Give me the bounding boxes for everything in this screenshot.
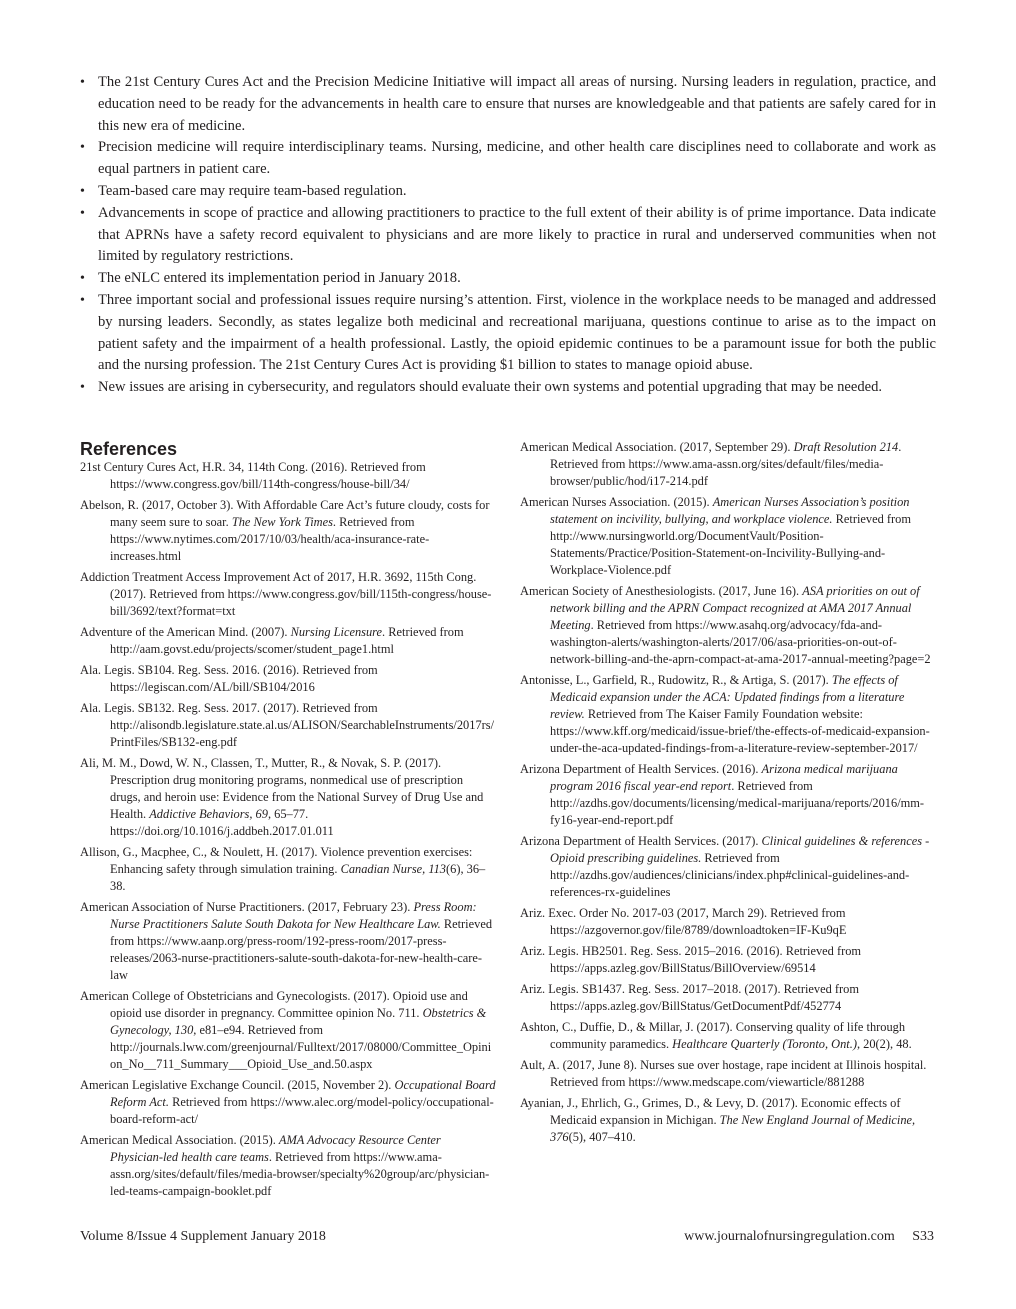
reference-entry: [520, 494, 936, 579]
reference-italic-title: Arizona medical marijuana program 2016 fiscal year-end report: [550, 762, 898, 793]
reference-entry: [520, 583, 936, 668]
reference-text: Retrieved from The Kaiser Family Foundation website: https://www.kff.org/medicaid/issue-brief/the-effects-of-medicaid-expansion-under-the-aca-updated-findings-from-a-literature-review-september-2017/: [550, 707, 930, 755]
reference-text: Ali, M. M., Dowd, W. N., Classen, T., Mutter, R., & Novak, S. P. (2017). Prescription drug monitoring programs, nonmedical use of prescription drugs, and heroin use: Evidence from the National Survey of Drug Use and Health.: [80, 756, 484, 821]
reference-italic-title: Obstetrics & Gynecology, 130: [110, 1006, 487, 1037]
summary-bullet: • Precision medicine will require interdisciplinary teams. Nursing, medicine, and other health care disciplines need to collaborate and work as equal partners in patient care.: [80, 137, 936, 181]
reference-italic-title: The effects of Medicaid expansion under the ACA: Updated findings from a literature review.: [550, 673, 905, 721]
reference-italic-title: Occupational Board Reform Act.: [110, 1078, 496, 1109]
reference-entry: [520, 761, 936, 829]
reference-text: (5), 407–410.: [568, 1130, 636, 1144]
reference-text: Ayanian, J., Ehrlich, G., Grimes, D., & Levy, D. (2017). Economic effects of Medicaid expansion in Michigan.: [520, 1096, 901, 1127]
reference-text: Arizona Department of Health Services. (2017).: [520, 834, 762, 848]
reference-text: Ala. Legis. SB132. Reg. Sess. 2017. (2017). Retrieved from http://alisondb.legislature.state.al.us/ALISON/SearchableInstruments/2017rs/PrintFiles/SB132-eng.pdf: [80, 701, 495, 749]
reference-italic-title: The New England Journal of Medicine, 376: [550, 1113, 916, 1144]
reference-text: American Legislative Exchange Council. (2015, November 2).: [80, 1078, 395, 1092]
summary-bullet: • Three important social and professional issues require nursing’s attention. First, violence in the workplace needs to be managed and addressed by nursing leaders. Secondly, as states legalize both medicinal and recreational marijuana, questions continue to arise as to the impact on patient safety and the impairment of a health professional. Lastly, the opioid epidemic continues to be a paramount issue for both the public and the nursing profession. The 21st Century Cures Act is providing $1 billion to states to manage opioid abuse.: [80, 290, 936, 377]
reference-entry: [80, 569, 496, 620]
reference-text: Ariz. Legis. SB1437. Reg. Sess. 2017–2018. (2017). Retrieved from https://apps.azleg.gov/BillStatus/GetDocumentPdf/452774: [520, 982, 859, 1013]
reference-text: , 65–77. https://doi.org/10.1016/j.addbeh.2017.01.011: [110, 807, 334, 838]
reference-text: American Association of Nurse Practitioners. (2017, February 23).: [80, 900, 414, 914]
reference-entry: [520, 439, 936, 490]
reference-entry: [520, 905, 936, 939]
reference-text: American College of Obstetricians and Gynecologists. (2017). Opioid use and opioid use disorder in pregnancy. Committee opinion No. 711.: [80, 989, 468, 1020]
summary-bullet: • New issues are arising in cybersecurity, and regulators should evaluate their own systems and potential upgrading that may be needed.: [80, 377, 936, 399]
reference-text: , 20(2), 48.: [856, 1037, 912, 1051]
reference-text: Ala. Legis. SB104. Reg. Sess. 2016. (2016). Retrieved from https://legiscan.com/AL/bill/SB104/2016: [80, 663, 378, 694]
reference-italic-title: Press Room: Nurse Practitioners Salute South Dakota for New Healthcare Law.: [110, 900, 477, 931]
references-right-column: [520, 439, 936, 1150]
reference-text: Retrieved from https://www.aanp.org/press-room/192-press-room/2017-press-releases/2063-nurse-practitioners-salute-south-dakota-for-new-health-care-law: [110, 917, 493, 982]
reference-entry: [80, 700, 496, 751]
reference-text: American Nurses Association. (2015).: [520, 495, 713, 509]
reference-entry: [80, 844, 496, 895]
reference-text: Antonisse, L., Garfield, R., Rudowitz, R., & Artiga, S. (2017).: [520, 673, 832, 687]
footer-issue-info: Volume 8/Issue 4 Supplement January 2018: [80, 1229, 326, 1244]
reference-italic-title: ASA priorities on out of network billing and the APRN Compact recognized at AMA 2017 Annual Meeting: [550, 584, 920, 632]
reference-text: 21st Century Cures Act, H.R. 34, 114th Cong. (2016). Retrieved from https://www.congress.gov/bill/114th-congress/house-bill/34/: [80, 460, 426, 491]
footer-url-page: www.journalofnursingregulation.com S33: [684, 1229, 934, 1244]
summary-bullet-list: [80, 72, 936, 399]
reference-entry: [520, 1019, 936, 1053]
reference-text: Retrieved from http://www.nursingworld.org/DocumentVault/Position-Statements/Practice/Position-Statement-on-Incivility-Bullying-and-Workplace-Violence.pdf: [550, 512, 911, 577]
reference-text: Ariz. Legis. HB2501. Reg. Sess. 2015–2016. (2016). Retrieved from https://apps.azleg.gov/BillStatus/BillOverview/69514: [520, 944, 862, 975]
reference-italic-title: American Nurses Association’s position statement on incivility, bullying, and workplace violence.: [550, 495, 910, 526]
reference-text: Arizona Department of Health Services. (2016).: [520, 762, 762, 776]
reference-text: . Retrieved from http://azdhs.gov/documents/licensing/medical-marijuana/reports/2016/mm-fy16-year-end-report.pdf: [550, 779, 925, 827]
reference-entry: [80, 755, 496, 840]
reference-text: Abelson, R. (2017, October 3). With Affordable Care Act’s future cloudy, costs for many seem sure to soar.: [80, 498, 490, 529]
reference-entry: [80, 899, 496, 984]
reference-entry: [80, 624, 496, 658]
references-heading: References: [80, 439, 178, 459]
reference-entry: [80, 988, 496, 1073]
reference-text: Addiction Treatment Access Improvement Act of 2017, H.R. 3692, 115th Cong. (2017). Retrieved from https://www.congress.gov/bill/115th-congress/house-bill/3692/text?format=txt: [80, 570, 492, 618]
reference-italic-title: The New York Times: [231, 515, 333, 529]
reference-italic-title: Healthcare Quarterly (Toronto, Ont.): [672, 1037, 857, 1051]
reference-text: Retrieved from http://azdhs.gov/audiences/clinicians/index.php#clinical-guidelines-and-references-rx-guidelines: [550, 851, 910, 899]
reference-entry: [80, 1077, 496, 1128]
reference-text: American Medical Association. (2017, September 29).: [520, 440, 794, 454]
reference-italic-title: Addictive Behaviors, 69: [149, 807, 268, 821]
summary-bullet: • Advancements in scope of practice and allowing practitioners to practice to the full extent of their ability is of prime importance. Data indicate that APRNs have a safety record equivalent to physicians and are more likely to practice in rural and underserved communities when not limited by regulatory restrictions.: [80, 203, 936, 268]
reference-text: Allison, G., Macphee, C., & Noulett, H. (2017). Violence prevention exercises: Enhancing safety through simulation training.: [80, 845, 473, 876]
reference-italic-title: Nursing Licensure: [290, 625, 383, 639]
reference-italic-title: AMA Advocacy Resource Center Physician-led health care teams: [110, 1133, 441, 1164]
reference-text: . Retrieved from https://www.ama-assn.org/sites/default/files/media-browser/specialty%20group/arc/physician-led-teams-campaign-booklet.pdf: [110, 1150, 490, 1198]
summary-bullet: • The eNLC entered its implementation period in January 2018.: [80, 268, 936, 290]
reference-text: . Retrieved from https://www.ama-assn.org/sites/default/files/media-browser/public/hod/i17-214.pdf: [550, 440, 902, 488]
reference-italic-title: Draft Resolution 214: [793, 440, 899, 454]
reference-text: Adventure of the American Mind. (2007).: [80, 625, 291, 639]
reference-text: Ariz. Exec. Order No. 2017-03 (2017, March 29). Retrieved from https://azgovernor.gov/file/8789/downloadtoken=IF-Ku9qE: [520, 906, 847, 937]
summary-bullet: • The 21st Century Cures Act and the Precision Medicine Initiative will impact all areas of nursing. Nursing leaders in regulation, practice, and education need to be ready for the advancements in health care to ensure that nurses are knowledgeable and that patients are safely cared for in this new era of medicine.: [80, 72, 936, 137]
reference-entry: [520, 1095, 936, 1146]
reference-text: , e81–e94. Retrieved from http://journals.lww.com/greenjournal/Fulltext/2017/08000/Committee_Opinion_No__711_Summary___Opioid_Use_and.50.aspx: [110, 1023, 492, 1071]
reference-text: Retrieved from https://www.alec.org/model-policy/occupational-board-reform-act/: [110, 1095, 494, 1126]
summary-bullet: • Team-based care may require team-based regulation.: [80, 181, 936, 203]
reference-entry: [520, 1057, 936, 1091]
references-left-column: [80, 459, 496, 1204]
reference-text: . Retrieved from http://aam.govst.edu/projects/scomer/student_page1.html: [110, 625, 464, 656]
reference-entry: [520, 981, 936, 1015]
reference-italic-title: Clinical guidelines & references - Opioid prescribing guidelines.: [550, 834, 930, 865]
reference-text: American Society of Anesthesiologists. (2017, June 16).: [520, 584, 803, 598]
reference-entry: [80, 1132, 496, 1200]
reference-text: . Retrieved from https://www.nytimes.com/2017/10/03/health/aca-insurance-rate-increases.html: [110, 515, 430, 563]
reference-text: . Retrieved from https://www.asahq.org/advocacy/fda-and-washington-alerts/washington-alerts/2017/06/asa-priorities-on-out-of-network-billing-and-the-aprn-compact-at-ama-2017-annual-meeting?page=2: [550, 618, 931, 666]
reference-text: (6), 36–38.: [110, 862, 486, 893]
reference-entry: [80, 459, 496, 493]
reference-entry: [520, 672, 936, 757]
reference-italic-title: Canadian Nurse, 113: [340, 862, 447, 876]
reference-text: Ault, A. (2017, June 8). Nurses sue over hostage, rape incident at Illinois hospital. Retrieved from https://www.medscape.com/viewarticle/881288: [520, 1058, 927, 1089]
reference-entry: [520, 943, 936, 977]
reference-entry: [520, 833, 936, 901]
reference-entry: [80, 662, 496, 696]
reference-text: American Medical Association. (2015).: [80, 1133, 279, 1147]
reference-text: Ashton, C., Duffie, D., & Millar, J. (2017). Conserving quality of life through community paramedics.: [520, 1020, 906, 1051]
reference-entry: [80, 497, 496, 565]
